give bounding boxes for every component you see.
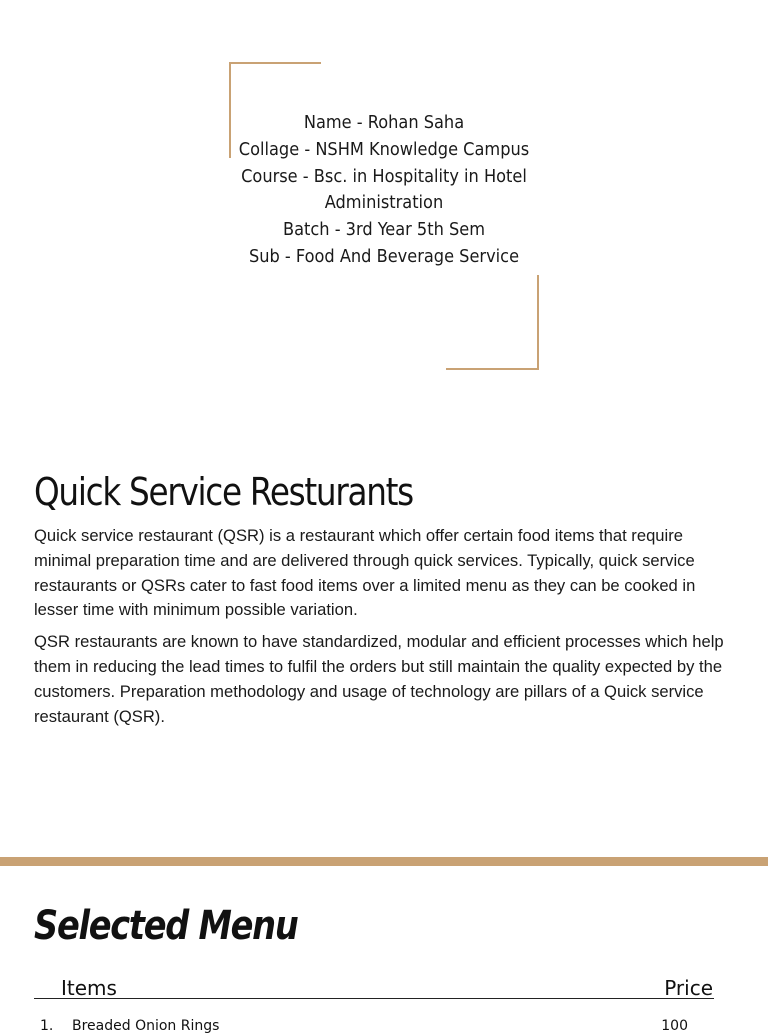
corner-bracket-bottom-right-vertical [537, 275, 539, 370]
items-column-header: Items [61, 976, 117, 1000]
section-heading: Quick Service Resturants [34, 470, 413, 514]
corner-bracket-top-left [229, 62, 321, 64]
qsr-section [34, 470, 738, 736]
cover-details [232, 110, 536, 271]
course-name-continued: Administration [324, 192, 444, 214]
cover-block [0, 0, 768, 430]
corner-bracket-bottom-right [446, 368, 539, 370]
corner-bracket-top-left-vertical [229, 62, 231, 158]
section-divider [0, 857, 768, 866]
batch-info: Batch - 3rd Year 5th Sem [283, 219, 485, 241]
price-column-header: Price [664, 976, 713, 1000]
college-name: Collage - NSHM Knowledge Campus [238, 138, 530, 160]
menu-table-header [34, 974, 714, 999]
paragraph-2: QSR restaurants are known to have standardized, modular and efficient processes which help them in reducing the lead times to fulfil the orders but still maintain the quality expected by the customers. Preparation methodology and usage of technology are pillars of a Quick service restaurant (QSR). [34, 632, 724, 726]
menu-heading: Selected Menu [34, 903, 298, 949]
item-name: Breaded Onion Rings [72, 1018, 220, 1034]
course-name: Course - Bsc. in Hospitality in Hotel [241, 165, 527, 187]
paragraph-1: Quick service restaurant (QSR) is a restaurant which offer certain food items that require minimal preparation time and are delivered through quick services. Typically, quick service restaurants or QSRs cater to fast food items over a limited menu as they can be cooked in lesser time with minimum possible variation. [34, 526, 696, 620]
subject-info: Sub - Food And Beverage Service [248, 245, 520, 267]
menu-table [34, 974, 714, 1034]
item-price: 100 [661, 1018, 688, 1034]
student-name: Name - Rohan Saha [303, 112, 465, 133]
table-row [34, 999, 714, 1034]
row-number: 1. [40, 1018, 54, 1034]
